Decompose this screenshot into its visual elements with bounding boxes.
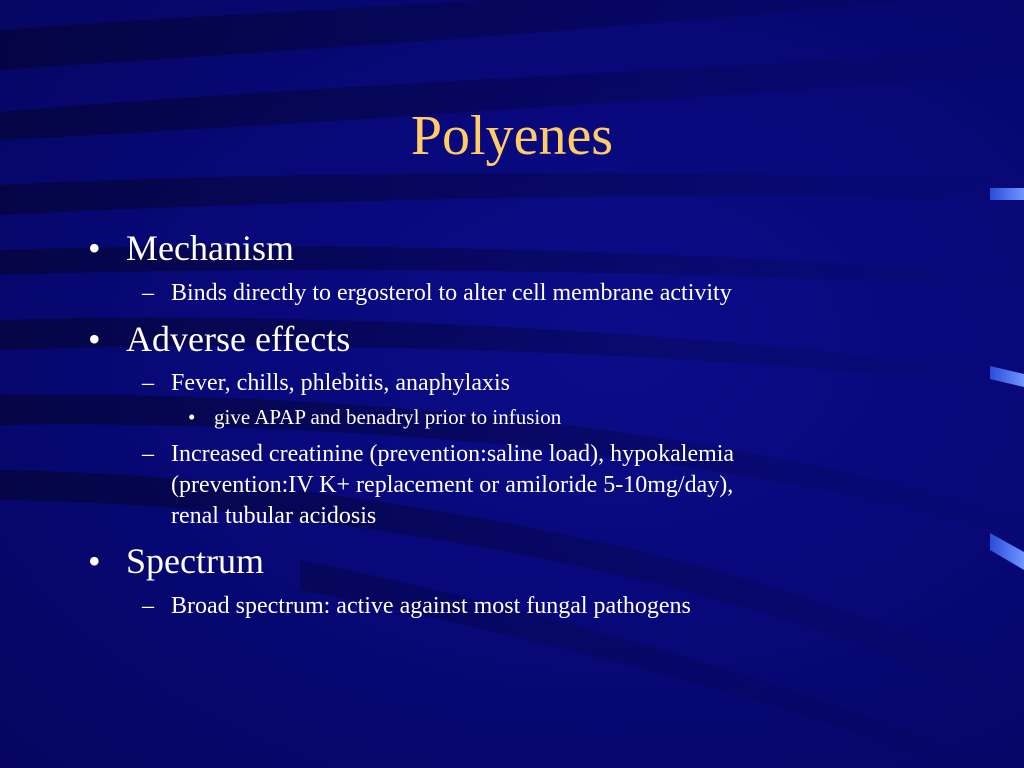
bullet-mechanism: Mechanism [126,228,294,268]
bullet-marker: • [88,541,101,581]
sub-bullet-fever-chills: Fever, chills, phlebitis, anaphylaxis [171,370,510,396]
bullet-marker: • [88,228,101,268]
sub-bullet-mechanism-detail: Binds directly to ergosterol to alter cell membrane activity [171,280,732,306]
bullet-spectrum: Spectrum [126,541,264,581]
sub-bullet-creatinine: Increased creatinine (prevention:saline load), hypokalemia (prevention:IV K+ replacement or amiloride 5-10mg/day), renal tubular acidosis [171,441,735,529]
sub-sub-bullet-apap: give APAP and benadryl prior to infusion [214,405,562,429]
dash-marker: – [142,280,154,306]
sub-bullet-spectrum-detail: Broad spectrum: active against most fungal pathogens [171,593,691,619]
slide-title: Polyenes [410,105,614,167]
bullet-adverse-effects: Adverse effects [126,319,351,359]
dash-marker: – [142,370,154,396]
dash-marker: – [142,441,154,467]
small-bullet-marker: • [188,405,196,429]
dash-marker: – [142,593,154,619]
bullet-marker: • [88,319,101,359]
